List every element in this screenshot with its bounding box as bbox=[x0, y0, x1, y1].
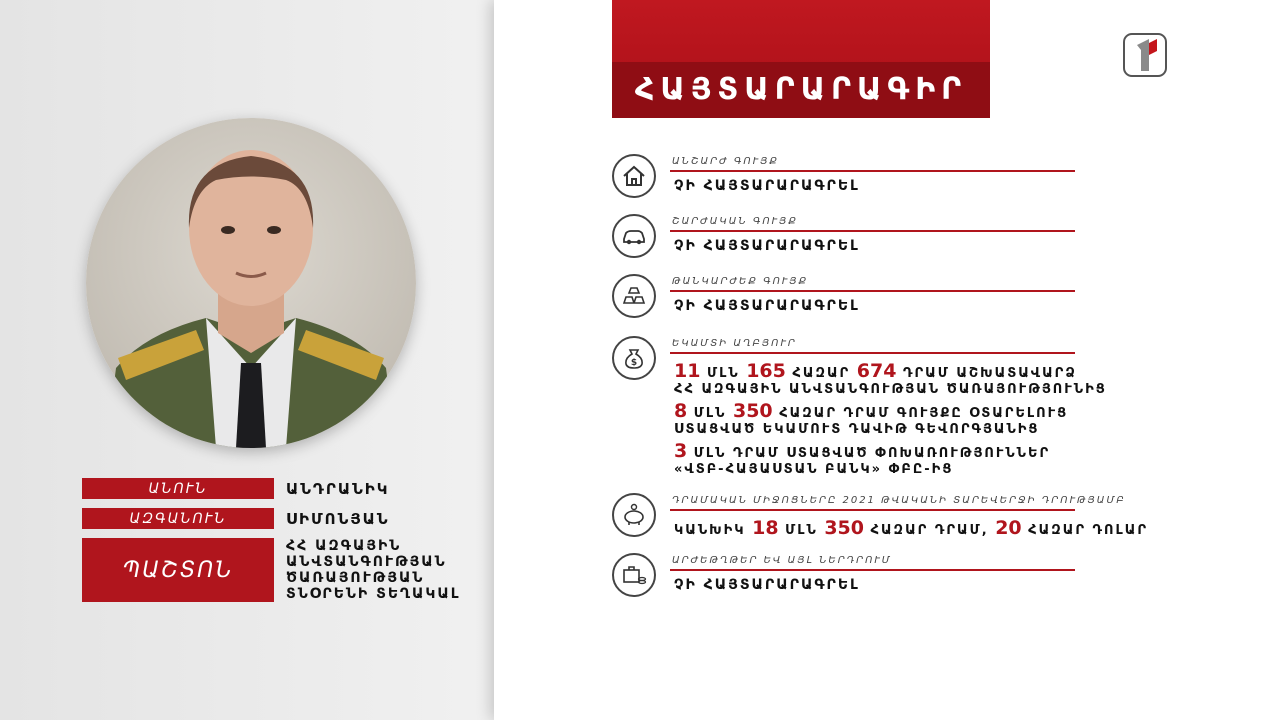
car-icon bbox=[612, 214, 656, 258]
position-line: ԱՆՎՏԱՆԳՈՒԹՅԱՆ bbox=[286, 554, 447, 570]
position-row bbox=[82, 538, 461, 602]
income-line-1 bbox=[674, 360, 1077, 382]
gold-bars-icon bbox=[612, 274, 656, 318]
name-value: ԱՆԴՐԱՆԻԿ bbox=[286, 479, 390, 498]
portrait-photo bbox=[86, 118, 416, 448]
income-line-5 bbox=[674, 440, 1050, 462]
section-value: ՉԻ ՀԱՅՏԱՐԱՐԱԳՐԵԼ bbox=[674, 238, 860, 254]
surname-label: ԱԶԳԱՆՈՒՆ bbox=[82, 508, 274, 529]
position-line: ՏՆՕՐԵՆԻ ՏԵՂԱԿԱԼ bbox=[286, 586, 461, 602]
income-text: ՄԼՆ bbox=[706, 366, 740, 381]
section-label: ԱՆՇԱՐԺ ԳՈՒՅՔ bbox=[672, 156, 779, 167]
surname-row bbox=[82, 508, 390, 529]
cash-amount: 20 bbox=[995, 517, 1022, 539]
income-amount: 8 bbox=[674, 400, 688, 422]
section-divider bbox=[670, 509, 1075, 511]
section-value: ՉԻ ՀԱՅՏԱՐԱՐԱԳՐԵԼ bbox=[674, 178, 860, 194]
position-line: ԾԱՌԱՅՈՒԹՅԱՆ bbox=[286, 570, 425, 586]
section-label: ԴՐԱՄԱԿԱՆ ՄԻՋՈՑՆԵՐԸ 2021 ԹՎԱԿԱՆԻ ՏԱՐԵՎԵՐՋԻ ԴՐՈՒԹՅԱՄԲ bbox=[672, 495, 1126, 506]
position-line: ՀՀ ԱԶԳԱՅԻՆ bbox=[286, 538, 402, 554]
income-text: ՄԼՆ ԴՐԱՄ ՍՏԱՑՎԱԾ ՓՈԽԱՌՈՒԹՅՈՒՆՆԵՐ bbox=[693, 446, 1051, 461]
page-title: ՀԱՅՏԱՐԱՐԱԳԻՐ bbox=[612, 62, 990, 118]
income-line-4: ՍՏԱՑՎԱԾ ԵԿԱՄՈՒՏ ԴԱՎԻԹ ԳԵՎՈՐԳՅԱՆԻՑ bbox=[674, 422, 1040, 437]
position-value bbox=[286, 538, 461, 602]
income-amount: 674 bbox=[856, 360, 897, 382]
income-text: ՀԱԶԱՐ ԴՐԱՄ ԳՈՒՅՔԸ ՕՏԱՐԵԼՈՒՑ bbox=[779, 406, 1069, 421]
cash-amount: 350 bbox=[824, 517, 864, 539]
section-label: ԹԱՆԿԱՐԺԵՔ ԳՈՒՅՔ bbox=[672, 276, 809, 287]
cash-amount: 18 bbox=[752, 517, 779, 539]
income-line-3 bbox=[674, 400, 1068, 422]
income-text: ԴՐԱՄ ԱՇԽԱՏԱՎԱՐՁ bbox=[902, 366, 1077, 381]
income-amount: 165 bbox=[746, 360, 786, 382]
money-bag-icon bbox=[612, 336, 656, 380]
house-icon bbox=[612, 154, 656, 198]
section-label: ԱՐԺԵԹՂԹԵՐ ԵՎ ԱՅԼ ՆԵՐԴՐՈՒՄ bbox=[672, 555, 892, 566]
income-line-6: «ՎՏԲ-ՀԱՅԱՍՏԱՆ ԲԱՆԿ» ՓԲԸ-ԻՑ bbox=[674, 462, 954, 477]
income-text: ՄԼՆ bbox=[693, 406, 727, 421]
position-label: ՊԱՇՏՈՆ bbox=[82, 538, 274, 602]
section-divider bbox=[670, 230, 1075, 232]
section-divider bbox=[670, 569, 1075, 571]
name-row bbox=[82, 478, 390, 499]
income-amount: 350 bbox=[732, 400, 773, 422]
briefcase-coins-icon bbox=[612, 553, 656, 597]
cash-text: ՄԼՆ bbox=[785, 523, 818, 538]
income-amount: 3 bbox=[674, 440, 688, 462]
section-label: ԵԿԱՄՏԻ ԱՂԲՅՈՒՐ bbox=[672, 338, 797, 349]
cash-text: ՀԱԶԱՐ ԴՐԱՄ, bbox=[870, 523, 989, 538]
section-value: ՉԻ ՀԱՅՏԱՐԱՐԱԳՐԵԼ bbox=[674, 298, 860, 314]
income-text: ՀԱԶԱՐ bbox=[792, 366, 851, 381]
section-divider bbox=[670, 352, 1075, 354]
public-tv-logo-icon bbox=[1123, 33, 1167, 77]
name-label: ԱՆՈՒՆ bbox=[82, 478, 274, 499]
piggy-bank-icon bbox=[612, 493, 656, 537]
cash-line bbox=[674, 517, 1148, 539]
section-divider bbox=[670, 290, 1075, 292]
surname-value: ՍԻՄՈՆՅԱՆ bbox=[286, 509, 390, 528]
cash-text: ՀԱԶԱՐ ԴՈԼԱՐ bbox=[1028, 523, 1148, 538]
cash-text: ԿԱՆԽԻԿ bbox=[674, 523, 746, 538]
section-value: ՉԻ ՀԱՅՏԱՐԱՐԱԳՐԵԼ bbox=[674, 577, 860, 593]
section-divider bbox=[670, 170, 1075, 172]
svg-text:$: $ bbox=[630, 358, 638, 368]
income-line-2: ՀՀ ԱԶԳԱՅԻՆ ԱՆՎՏԱՆԳՈՒԹՅԱՆ ԾԱՌԱՅՈՒԹՅՈՒՆԻՑ bbox=[674, 382, 1107, 397]
section-label: ՇԱՐԺԱԿԱՆ ԳՈՒՅՔ bbox=[672, 216, 798, 227]
income-amount: 11 bbox=[674, 360, 701, 382]
